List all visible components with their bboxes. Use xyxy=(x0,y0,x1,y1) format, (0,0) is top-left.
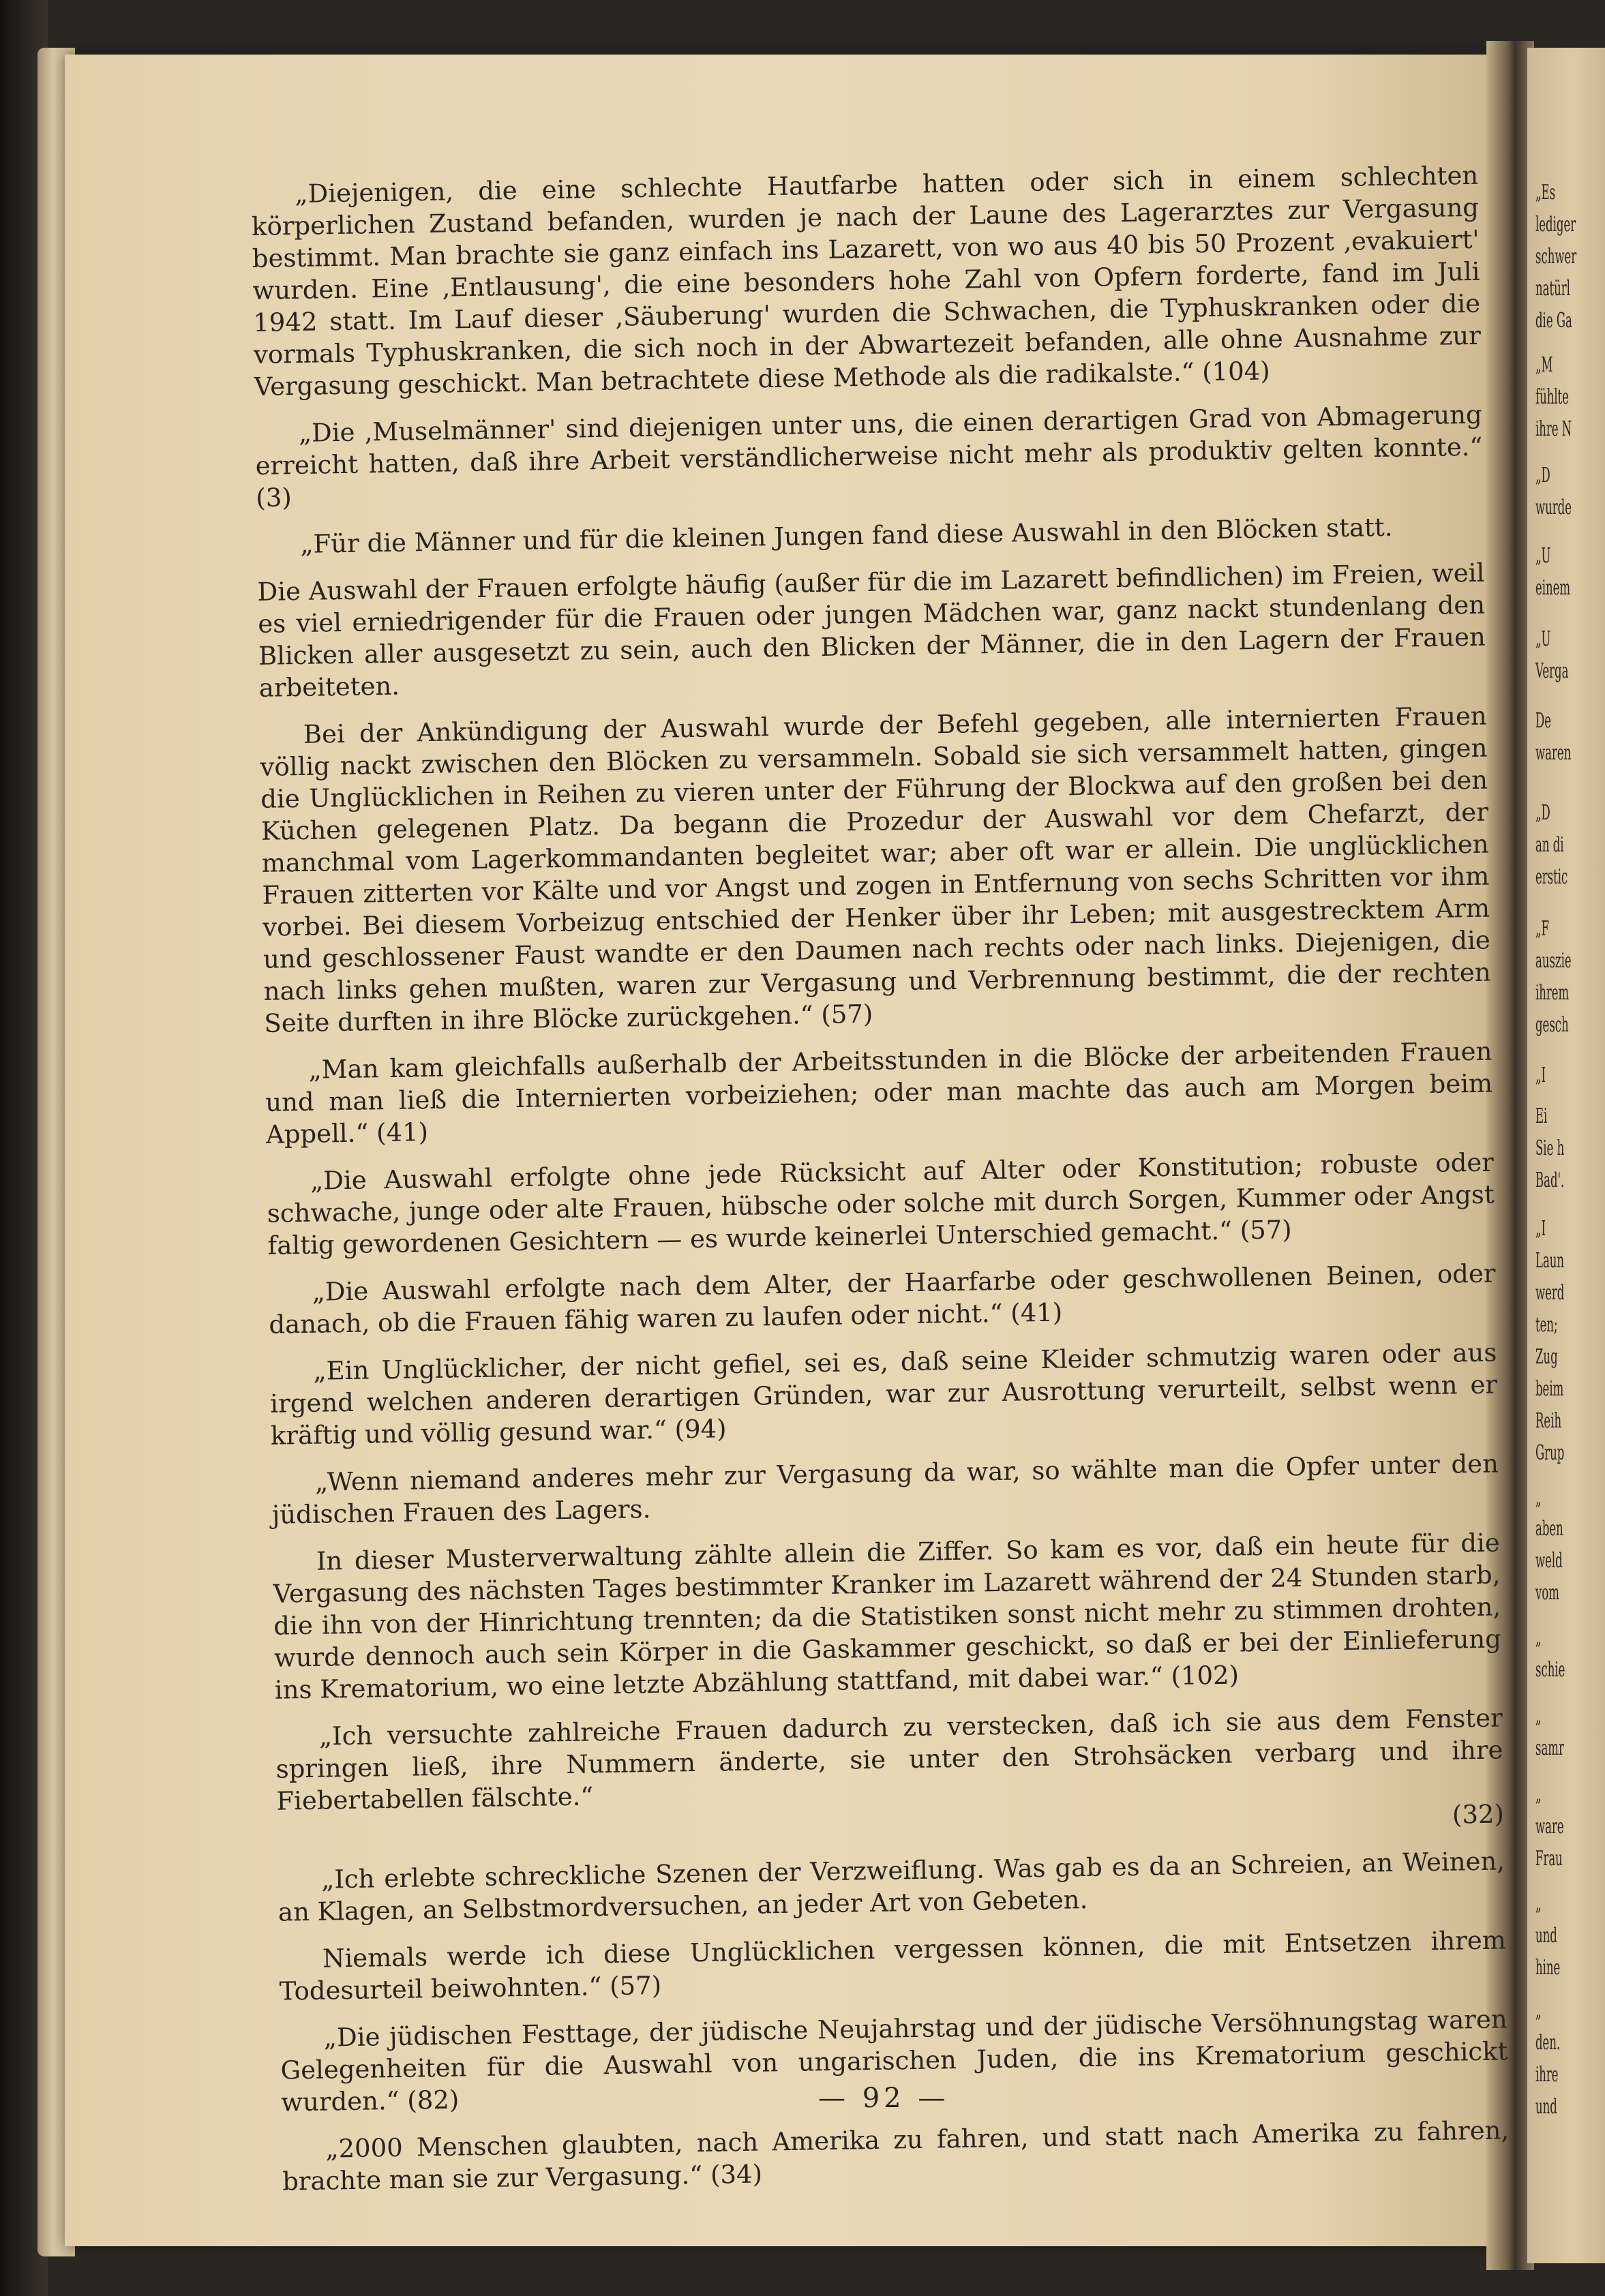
paragraph: „Für die Männer und für die kleinen Jungen fand diese Auswahl in den Blöcken statt. xyxy=(300,512,1393,559)
next-page-line: ihre xyxy=(1535,2063,1559,2087)
paragraph: „Ich versuchte zahlreiche Frauen dadurch zu verstecken, daß ich sie aus dem Fenster springen ließ, ihre Nummern änderte, sie unter den Strohsäcken verbarg und ihre Fiebertabellen fälschte.“ xyxy=(275,1703,1503,1816)
next-page-line: hine xyxy=(1535,1956,1561,1980)
next-page-line: Verga xyxy=(1535,659,1569,683)
next-page-line: Bad'. xyxy=(1535,1168,1565,1192)
paragraph: „Ich erlebte schreckliche Szenen der Verzweiflung. Was gab es da an Schreien, an Weinen, an Klagen, an Selbstmordversuchen, an jeder Art von Gebeten. xyxy=(278,1846,1505,1927)
next-page-line: und xyxy=(1535,2095,1557,2119)
next-page-line: samr xyxy=(1535,1736,1564,1760)
next-page-line: beim xyxy=(1535,1377,1564,1401)
paragraph: In dieser Musterverwaltung zählte allein die Ziffer. So kam es vor, daß ein heute für die Vergasung des nächsten Tages bestimmter Kranker im Lazarett während der 24 Stunden starb, die ihn von der Hinrichtung trennten; da die Statistiken sonst nicht mehr zu stimmen drohten, wurde dennoch auch sein Körper in die Gaskammer geschickt, so daß er bei der Einlieferung ins Krematorium, wo eine letzte Abzählung stattfand, mit dabei war.“ (102) xyxy=(273,1528,1502,1705)
next-page-fragment xyxy=(1527,48,1605,2263)
next-page-line: „U xyxy=(1535,544,1551,568)
next-page-line: werd xyxy=(1535,1281,1565,1305)
next-page-line: „D xyxy=(1535,464,1550,487)
next-page-line: Zug xyxy=(1535,1345,1558,1369)
page-body-text xyxy=(251,160,1510,2213)
next-page-line: „D xyxy=(1535,801,1550,825)
paragraph: Niemals werde ich diese Unglücklichen vergessen können, die mit Entsetzen ihrem Todesurteil beiwohnten.“ (57) xyxy=(279,1925,1507,2006)
next-page-line: fühlte xyxy=(1535,385,1570,409)
paragraph: Die Auswahl der Frauen erfolgte häufig (außer für die im Lazarett befindlichen) im Freien, weil es viel erniedrigender für die Frauen oder jungen Mädchen war, ganz nackt stundenlang den Blicken aller ausgesetzt zu sein, auch den Blicken der Männer, die in den Lagern der Frauen arbeiteten. xyxy=(257,558,1486,703)
next-page-line: waren xyxy=(1535,741,1572,765)
next-page-line: „I xyxy=(1535,1217,1546,1241)
next-page-line: an di xyxy=(1535,833,1564,857)
paragraph: „Die ‚Muselmänner' sind diejenigen unter uns, die einen derartigen Grad von Abmagerung erreicht hatten, daß ihre Arbeit verständlicherweise nicht mehr als produktiv gelten konnte.“ (3) xyxy=(255,399,1483,513)
next-page-line: aben xyxy=(1535,1517,1563,1541)
next-page-line: „M xyxy=(1535,353,1553,377)
next-page-line: wurde xyxy=(1535,496,1572,519)
citation: (32) xyxy=(1452,1799,1505,1830)
next-page-line: „ xyxy=(1535,1704,1542,1728)
next-page-line: ware xyxy=(1535,1815,1564,1839)
paragraph: „Man kam gleichfalls außerhalb der Arbeitsstunden in die Blöcke der arbeitenden Frauen und man ließ die Internierten vorbeiziehen; oder man machte das auch am Morgen beim Appell.“ (41) xyxy=(265,1036,1493,1149)
next-page-line: ten; xyxy=(1535,1313,1558,1337)
page-number: — 92 — xyxy=(818,2083,950,2114)
paragraph: „Die Auswahl erfolgte ohne jede Rücksicht auf Alter oder Konstitution; robuste oder schwache, junge oder alte Frauen, hübsche oder solche mit durch Sorgen, Kummer oder Angst faltig gewordenen Gesichtern — es wurde keinerlei Unterschied gemacht.“ (57) xyxy=(267,1147,1495,1260)
next-page-line: einem xyxy=(1535,576,1571,600)
next-page-line: „U xyxy=(1535,627,1551,651)
next-page-line: und xyxy=(1535,1924,1557,1948)
next-page-line: auszie xyxy=(1535,949,1572,973)
next-page-line: Grup xyxy=(1535,1441,1565,1465)
next-page-line: gesch xyxy=(1535,1013,1569,1037)
next-page-line: „I xyxy=(1535,1063,1546,1087)
next-page-line: Sie h xyxy=(1535,1136,1565,1160)
next-page-line: die Ga xyxy=(1535,309,1572,333)
next-page-line: Reih xyxy=(1535,1409,1562,1433)
next-page-line: „ xyxy=(1535,1486,1542,1510)
next-page-line: „ xyxy=(1535,1783,1542,1807)
next-page-line: „ xyxy=(1535,1999,1542,2023)
next-page-line: den. xyxy=(1535,2031,1561,2055)
next-page-line: Frau xyxy=(1535,1847,1563,1871)
next-page-line: schie xyxy=(1535,1658,1565,1682)
next-page-line: ihre N xyxy=(1535,417,1572,441)
next-page-line: „ xyxy=(1535,1892,1542,1916)
paragraph: „Ein Unglücklicher, der nicht gefiel, sei es, daß seine Kleider schmutzig waren oder aus irgend welchen anderen derartigen Gründen, war zur Ausrottung verurteilt, selbst wenn er kräftig und völlig gesund war.“ (94) xyxy=(269,1338,1498,1451)
next-page-line: natürl xyxy=(1535,277,1570,301)
next-page-line: ihrem xyxy=(1535,981,1570,1005)
next-page-line: „Es xyxy=(1535,181,1556,205)
next-page-line: vom xyxy=(1535,1581,1559,1605)
paragraph: „Die Auswahl erfolgte nach dem Alter, der Haarfarbe oder geschwollenen Beinen, oder danach, ob die Frauen fähig waren zu laufen oder nicht.“ (41) xyxy=(269,1258,1496,1340)
next-page-line: Ei xyxy=(1535,1104,1548,1128)
next-page-line: „ xyxy=(1535,1626,1542,1650)
next-page-line: erstic xyxy=(1535,865,1568,889)
next-page-line: schwer xyxy=(1535,245,1577,269)
next-page-line: lediger xyxy=(1535,213,1576,237)
next-page-line: weld xyxy=(1535,1549,1563,1573)
paragraph: „2000 Menschen glaubten, nach Amerika zu fahren, und statt nach Amerika zu fahren, brachte man sie zur Vergasung.“ (34) xyxy=(282,2115,1510,2196)
paragraph: „Wenn niemand anderes mehr zur Vergasung da war, so wählte man die Opfer unter den jüdischen Frauen des Lagers. xyxy=(271,1449,1499,1530)
next-page-line: Laun xyxy=(1535,1249,1565,1273)
paragraph: Bei der Ankündigung der Auswahl wurde der Befehl gegeben, alle internierten Frauen völlig nackt zwischen den Blöcken zu versammeln. Sobald sie sich versammelt hatten, gingen die Unglücklichen in Reihen zu vieren unter der Führung der Blockwa auf den großen bei den Küchen gelegenen Platz. Da begann die Prozedur der Auswahl vor dem Chefarzt, der manchmal vom Lagerkommandanten begleitet war; aber oft war er allein. Die unglücklichen Frauen zitterten vor Kälte und vor Angst und zogen in Entfernung von sechs Schritten vor ihm vorbei. Bei diesem Vorbeizug entschied der Henker über ihr Leben; mit ausgestrecktem Arm und geschlossener Faust wandte er den Daumen nach rechts oder nach links. Diejenigen, die nach links gehen mußten, waren zur Vergasung und Verbrennung bestimmt, die der rechten Seite durften in ihre Blöcke zurückgehen.“ (57) xyxy=(260,701,1491,1038)
paragraph: „Die jüdischen Festtage, der jüdische Neujahrstag und der jüdische Versöhnungstag waren Gelegenheiten für die Auswahl von ungarischen Juden, die ins Krematorium geschickt wurden.“ (82) xyxy=(280,2004,1508,2117)
paragraph: „Diejenigen, die eine schlechte Hautfarbe hatten oder sich in einem schlechten körperlichen Zustand befanden, wurden je nach der Laune des Lagerarztes zur Vergasung bestimmt. Man brachte sie ganz einfach ins Lazarett, von wo aus 40 bis 50 Prozent ‚evakuiert' wurden. Eine ‚Entlausung', die eine besonders hohe Zahl von Opfern forderte, fand im Juli 1942 statt. Im Lauf dieser ‚Säuberung' wurden die Schwachen, die Typhuskranken oder die vormals Typhuskranken, die sich noch in der Abwartezeit befanden, alle ohne Ausnahme zur Vergasung geschickt. Man betrachtete diese Methode als die radikalste.“ (104) xyxy=(251,160,1482,402)
next-page-line: De xyxy=(1535,709,1551,733)
next-page-line: „F xyxy=(1535,917,1549,941)
